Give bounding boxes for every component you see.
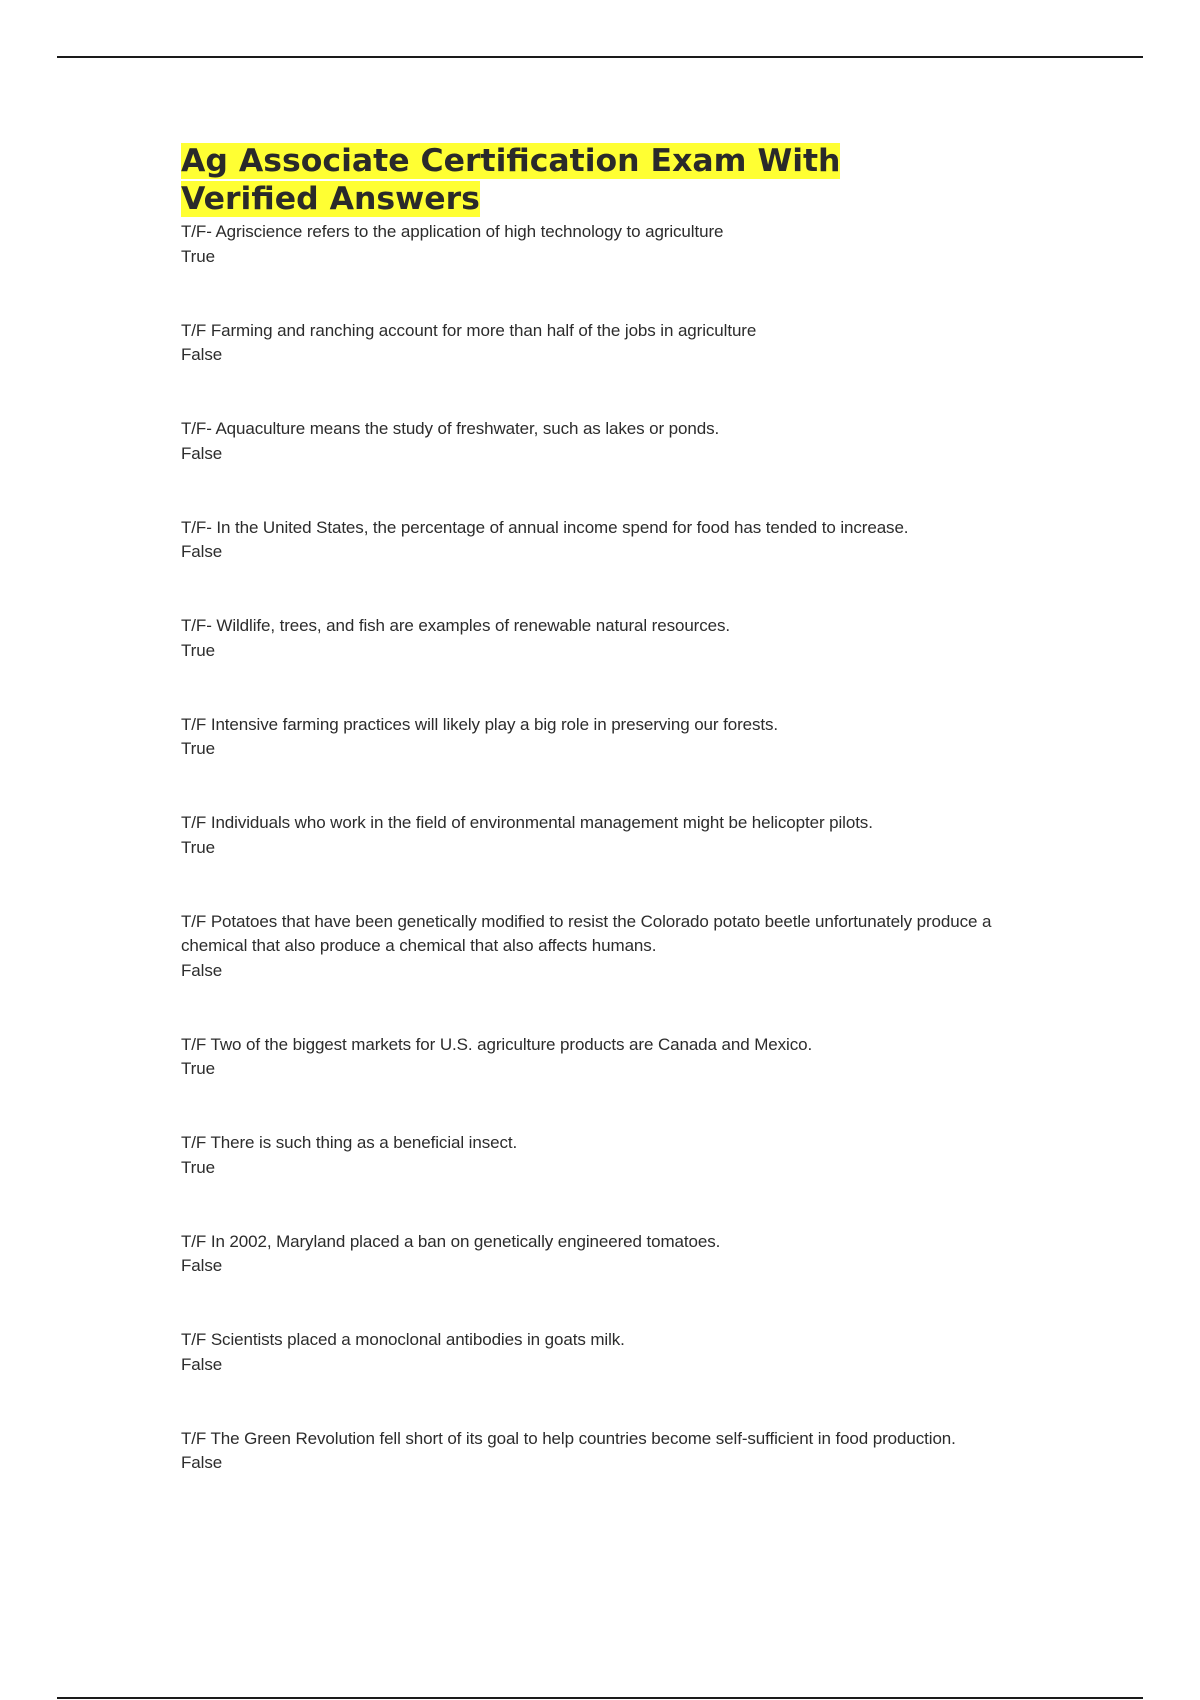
qa-item <box>181 1033 1021 1132</box>
title-line-2: Verified Answers <box>181 181 480 217</box>
qa-item <box>181 516 1021 615</box>
question-text: T/F In 2002, Maryland placed a ban on genetically engineered tomatoes. <box>181 1231 721 1251</box>
qa-item <box>181 811 1021 910</box>
answer-text: False <box>181 960 223 980</box>
question-text: T/F Two of the biggest markets for U.S. agriculture products are Canada and Mexico. <box>181 1034 813 1054</box>
qa-item <box>181 1230 1021 1329</box>
question-text: T/F- Aquaculture means the study of freshwater, such as lakes or ponds. <box>181 419 720 438</box>
question-text: T/F Scientists placed a monoclonal antibodies in goats milk. <box>181 1330 625 1349</box>
bottom-rule <box>57 1697 1143 1699</box>
question-text: T/F The Green Revolution fell short of its goal to help countries become self-sufficient in food production. <box>181 1428 956 1448</box>
answer-text: False <box>181 443 223 463</box>
qa-item <box>181 713 1021 812</box>
answer-text: True <box>181 1157 215 1177</box>
document-body <box>181 142 1021 1550</box>
qa-item <box>181 1427 1021 1550</box>
answer-text: True <box>181 246 215 266</box>
qa-item <box>181 1131 1021 1230</box>
answer-text: False <box>181 542 223 561</box>
question-text: T/F Intensive farming practices will likely play a big role in preserving our forests. <box>181 714 779 734</box>
title-line-1: Ag Associate Certification Exam With <box>181 143 841 179</box>
qa-item <box>181 910 1021 1033</box>
answer-text: True <box>181 1059 215 1078</box>
question-text: T/F- In the United States, the percentage of annual income spend for food has tended to increase. <box>181 517 909 537</box>
qa-item <box>181 319 1021 418</box>
question-text: T/F Potatoes that have been genetically modified to resist the Colorado potato beetle unfortunately produce a chemical that also produce a chemical that also affects humans. <box>181 911 992 955</box>
answer-text: False <box>181 1354 223 1374</box>
answer-text: False <box>181 1453 223 1472</box>
qa-item <box>181 1328 1021 1427</box>
answer-text: True <box>181 739 215 758</box>
answer-text: False <box>181 345 223 364</box>
question-text: T/F Farming and ranching account for more than half of the jobs in agriculture <box>181 320 757 340</box>
question-text: T/F There is such thing as a beneficial insect. <box>181 1133 518 1152</box>
qa-item <box>181 417 1021 516</box>
qa-item <box>181 220 1021 319</box>
answer-text: True <box>181 640 215 660</box>
answer-text: False <box>181 1256 223 1275</box>
question-text: T/F Individuals who work in the field of environmental management might be helicopter pilots. <box>181 813 873 832</box>
answer-text: True <box>181 837 215 857</box>
top-rule <box>57 56 1143 58</box>
question-text: T/F- Wildlife, trees, and fish are examples of renewable natural resources. <box>181 616 731 635</box>
qa-item <box>181 614 1021 713</box>
document-title <box>181 142 1021 218</box>
question-text: T/F- Agriscience refers to the application of high technology to agriculture <box>181 222 724 241</box>
